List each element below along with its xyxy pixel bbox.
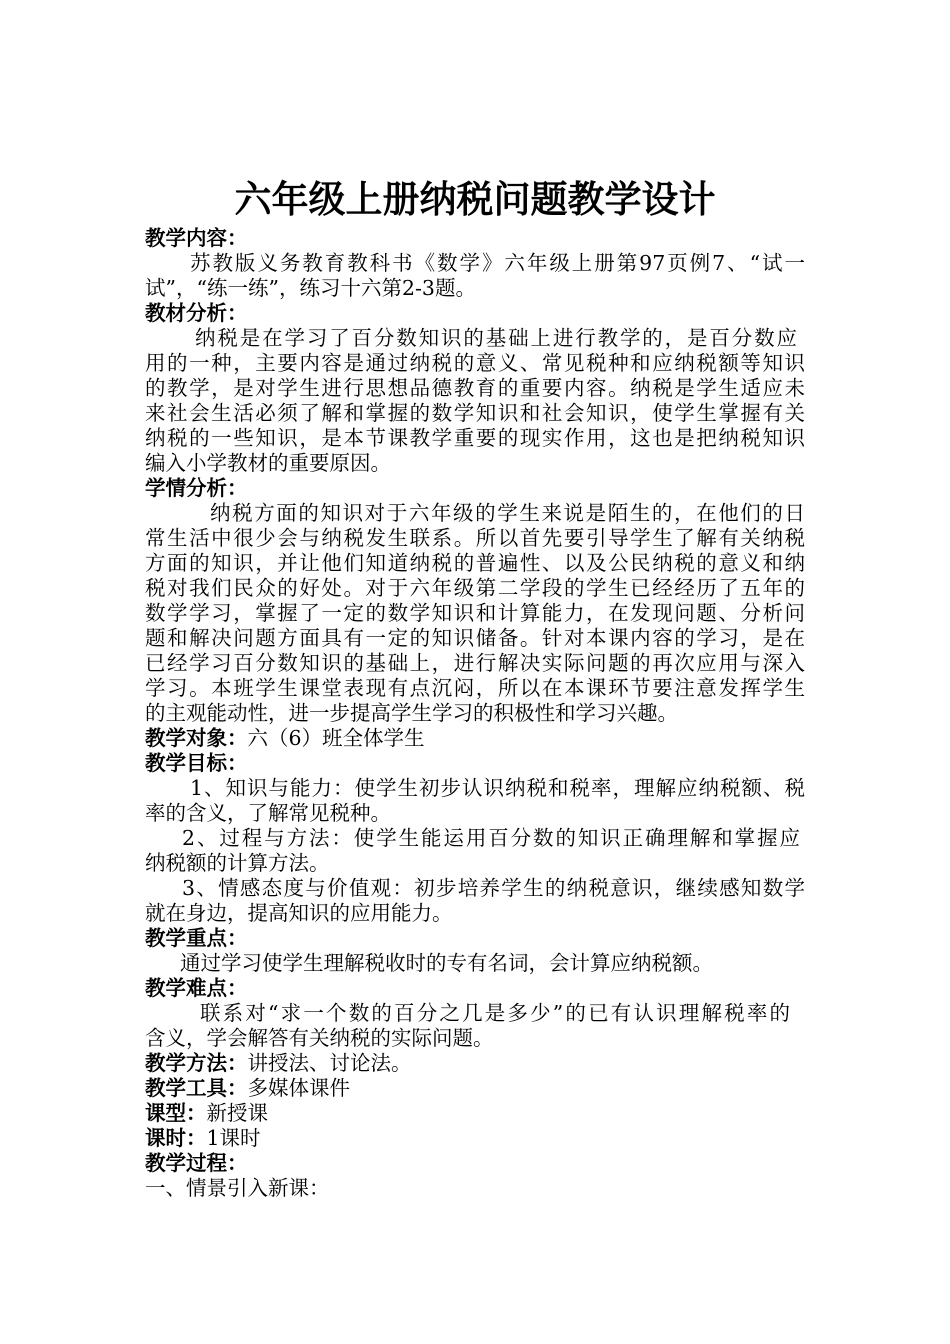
section-label: 教材分析： bbox=[145, 301, 248, 325]
paragraph-line: 数学学习，掌握了一定的数学知识和计算能力，在发现问题、分析问 bbox=[145, 601, 805, 625]
paragraph-line: 的教学，是对学生进行思想品德教育的重要内容。纳税是学生适应未 bbox=[145, 376, 805, 400]
section-heading-target bbox=[145, 725, 425, 751]
section-label: 教学过程： bbox=[145, 1151, 248, 1175]
paragraph-line: 3、情感态度与价值观：初步培养学生的纳税意识，继续感知数学 bbox=[182, 876, 805, 900]
paragraph-line: 2、过程与方法：使学生能运用百分数的知识正确理解和掌握应 bbox=[182, 826, 800, 850]
section-label: 学情分析： bbox=[145, 476, 248, 500]
paragraph-line: 纳税是在学习了百分数知识的基础上进行教学的，是百分数应 bbox=[195, 326, 797, 350]
paragraph-line: 题和解决问题方面具有一定的知识储备。针对本课内容的学习，是在 bbox=[145, 626, 805, 650]
section-heading-key bbox=[145, 925, 248, 951]
section-label: 课时： bbox=[145, 1126, 207, 1150]
paragraph-line: 纳税额的计算方法。 bbox=[145, 851, 330, 875]
section-label: 教学对象： bbox=[145, 726, 248, 750]
section-heading-tools bbox=[145, 1075, 350, 1101]
section-label: 教学工具： bbox=[145, 1076, 248, 1100]
paragraph-line: 来社会生活必须了解和掌握的数学知识和社会知识，使学生掌握有关 bbox=[145, 401, 805, 425]
section-heading-hours bbox=[145, 1125, 261, 1151]
paragraph-line: 已经学习百分数知识的基础上，进行解决实际问题的再次应用与深入 bbox=[145, 651, 805, 675]
paragraph-line: 1、知识与能力：使学生初步认识纳税和税率，理解应纳税额、税 bbox=[190, 776, 805, 800]
paragraph-line: 编入小学教材的重要原因。 bbox=[145, 451, 391, 475]
paragraph-line: 含义，学会解答有关纳税的实际问题。 bbox=[145, 1026, 494, 1050]
paragraph-line: 试”，“练一练”，练习十六第2-3题。 bbox=[145, 276, 476, 300]
paragraph-line: 通过学习使学生理解税收时的专有名词，会计算应纳税额。 bbox=[180, 951, 713, 975]
paragraph-line: 纳税的一些知识，是本节课教学重要的现实作用，这也是把纳税知识 bbox=[145, 426, 805, 450]
paragraph-line: 就在身边，提高知识的应用能力。 bbox=[145, 901, 453, 925]
paragraph-line: 的主观能动性，进一步提高学生学习的积极性和学习兴趣。 bbox=[145, 701, 678, 725]
paragraph-line: 方面的知识，并让他们知道纳税的普遍性、以及公民纳税的意义和纳 bbox=[145, 551, 805, 575]
section-label: 教学难点： bbox=[145, 976, 248, 1000]
paragraph-line: 苏教版义务教育教科书《数学》六年级上册第97页例7、“试一 bbox=[190, 251, 805, 275]
section-heading-material bbox=[145, 300, 248, 326]
paragraph-line: 联系对“求一个数的百分之几是多少”的已有认识理解税率的 bbox=[200, 1001, 790, 1025]
paragraph-line: 一、情景引入新课： bbox=[145, 1176, 330, 1200]
section-label: 教学重点： bbox=[145, 926, 248, 950]
paragraph-line: 税对我们民众的好处。对于六年级第二学段的学生已经经历了五年的 bbox=[145, 576, 805, 600]
paragraph-line: 常生活中很少会与纳税发生联系。所以首先要引导学生了解有关纳税 bbox=[145, 526, 805, 550]
section-value: 多媒体课件 bbox=[247, 1076, 350, 1100]
section-value: 新授课 bbox=[206, 1101, 268, 1125]
section-value: 1课时 bbox=[206, 1126, 261, 1150]
section-label: 教学目标： bbox=[145, 751, 248, 775]
paragraph-line: 学习。本班学生课堂表现有点沉闷，所以在本课环节要注意发挥学生 bbox=[145, 676, 805, 700]
document-title: 六年级上册纳税问题教学设计 bbox=[234, 178, 716, 221]
section-heading-difficulty bbox=[145, 975, 248, 1001]
section-value: 六（6）班全体学生 bbox=[247, 726, 425, 750]
paragraph-line: 率的含义，了解常见税种。 bbox=[145, 801, 391, 825]
section-heading-students bbox=[145, 475, 248, 501]
section-heading-process bbox=[145, 1150, 248, 1176]
section-label: 教学方法： bbox=[145, 1051, 248, 1075]
section-label: 教学内容： bbox=[145, 226, 248, 250]
section-value: 讲授法、讨论法。 bbox=[247, 1051, 412, 1075]
section-heading-method bbox=[145, 1050, 412, 1076]
paragraph-line: 用的一种，主要内容是通过纳税的意义、常见税种和应纳税额等知识 bbox=[145, 351, 805, 375]
section-heading-type bbox=[145, 1100, 268, 1126]
section-label: 课型： bbox=[145, 1101, 207, 1125]
section-heading-goals bbox=[145, 750, 248, 776]
section-heading-content bbox=[145, 225, 248, 251]
paragraph-line: 纳税方面的知识对于六年级的学生来说是陌生的，在他们的日 bbox=[210, 501, 805, 525]
